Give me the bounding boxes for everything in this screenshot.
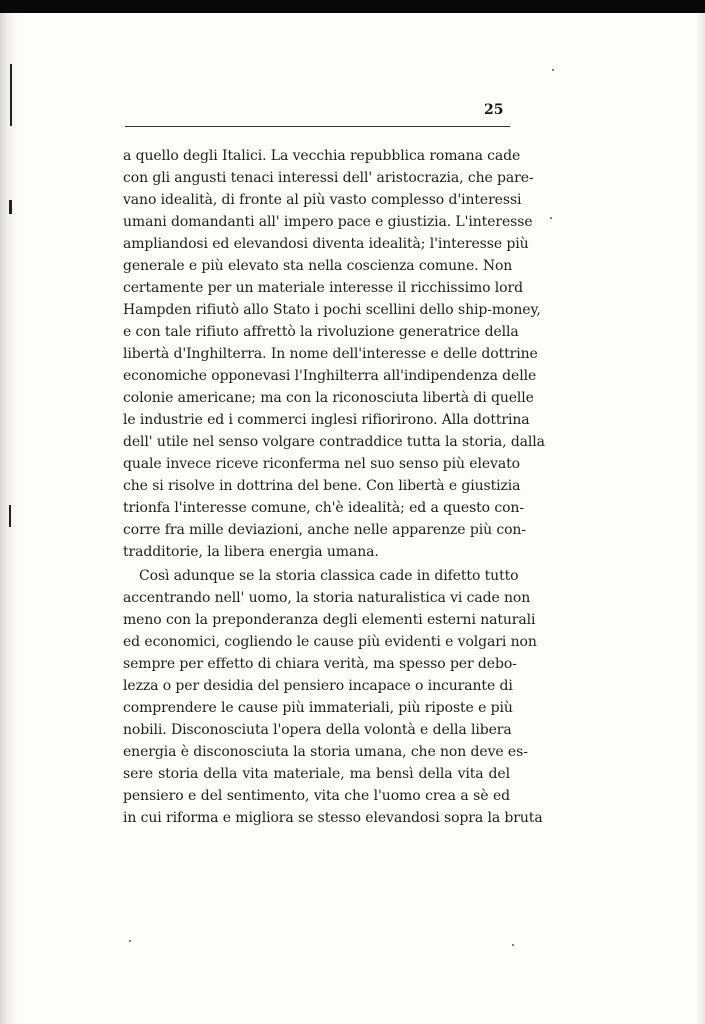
text-line: umani domandanti all' impero pace e giustizia. L'interesse xyxy=(123,214,533,230)
scan-left-edge xyxy=(0,13,22,1024)
text-line: le industrie ed i commerci inglesi rifiorirono. Alla dottrina xyxy=(123,412,530,428)
text-line: ampliandosi ed elevandosi diventa idealità; l'interesse più xyxy=(123,236,529,252)
text-line: energia è disconosciuta la storia umana, che non deve es- xyxy=(123,744,528,760)
text-line: corre fra mille deviazioni, anche nelle apparenze più con- xyxy=(123,522,526,538)
text-line: trionfa l'interesse comune, ch'è idealità; ed a questo con- xyxy=(123,500,524,516)
text-line: vano idealità, di fronte al più vasto complesso d'interessi xyxy=(123,192,522,208)
text-line: accentrando nell' uomo, la storia naturalistica vi cade non xyxy=(123,590,531,606)
text-line: colonie americane; ma con la riconosciuta libertà di quelle xyxy=(123,390,534,406)
scan-right-edge xyxy=(695,13,705,1024)
text-line: libertà d'Inghilterra. In nome dell'interesse e delle dottrine xyxy=(123,346,538,362)
text-line: generale e più elevato sta nella coscienza comune. Non xyxy=(123,258,513,274)
text-line: comprendere le cause più immateriali, più riposte e più xyxy=(123,700,513,716)
text-line: meno con la preponderanza degli elementi esterni naturali xyxy=(123,612,536,628)
scan-speck xyxy=(512,944,514,946)
text-line: e con tale rifiuto affrettò la rivoluzione generatrice della xyxy=(123,324,519,340)
text-line: Hampden rifiutò allo Stato i pochi scellini dello ship-money, xyxy=(123,302,541,318)
text-line: sere storia della vita materiale, ma bensì della vita del xyxy=(123,766,510,782)
text-line: sempre per effetto di chiara verità, ma spesso per debo- xyxy=(123,656,517,672)
text-line: Così adunque se la storia classica cade in difetto tutto xyxy=(139,568,519,584)
page-number: 25 xyxy=(484,102,504,118)
text-line: in cui riforma e migliora se stesso elevandosi sopra la bruta xyxy=(123,810,543,826)
text-line: ed economici, cogliendo le cause più evidenti e volgari non xyxy=(123,634,537,650)
scan-artifact xyxy=(9,200,12,214)
text-line: a quello degli Italici. La vecchia repubblica romana cade xyxy=(123,148,521,164)
text-line: pensiero e del sentimento, vita che l'uomo crea a sè ed xyxy=(123,788,510,804)
text-line: dell' utile nel senso volgare contraddice tutta la storia, dalla xyxy=(123,434,545,450)
text-line: certamente per un materiale interesse il ricchissimo lord xyxy=(123,280,523,296)
scan-artifact xyxy=(10,64,12,126)
header-rule xyxy=(125,126,510,127)
text-line: tradditorie, la libera energia umana. xyxy=(123,544,379,560)
text-line: quale invece riceve riconferma nel suo senso più elevato xyxy=(123,456,520,472)
text-line: nobili. Disconosciuta l'opera della volontà e della libera xyxy=(123,722,512,738)
text-line: lezza o per desidia del pensiero incapace o incurante di xyxy=(123,678,513,694)
text-line: che si risolve in dottrina del bene. Con libertà e giustizia xyxy=(123,478,521,494)
text-line: con gli angusti tenaci interessi dell' aristocrazia, che pare- xyxy=(123,170,534,186)
scan-top-border xyxy=(0,0,705,13)
scan-artifact xyxy=(9,505,11,527)
text-line: economiche opponevasi l'Inghilterra all'indipendenza delle xyxy=(123,368,537,384)
scan-speck xyxy=(129,940,131,942)
scan-speck xyxy=(550,217,552,219)
scan-speck xyxy=(552,69,554,71)
